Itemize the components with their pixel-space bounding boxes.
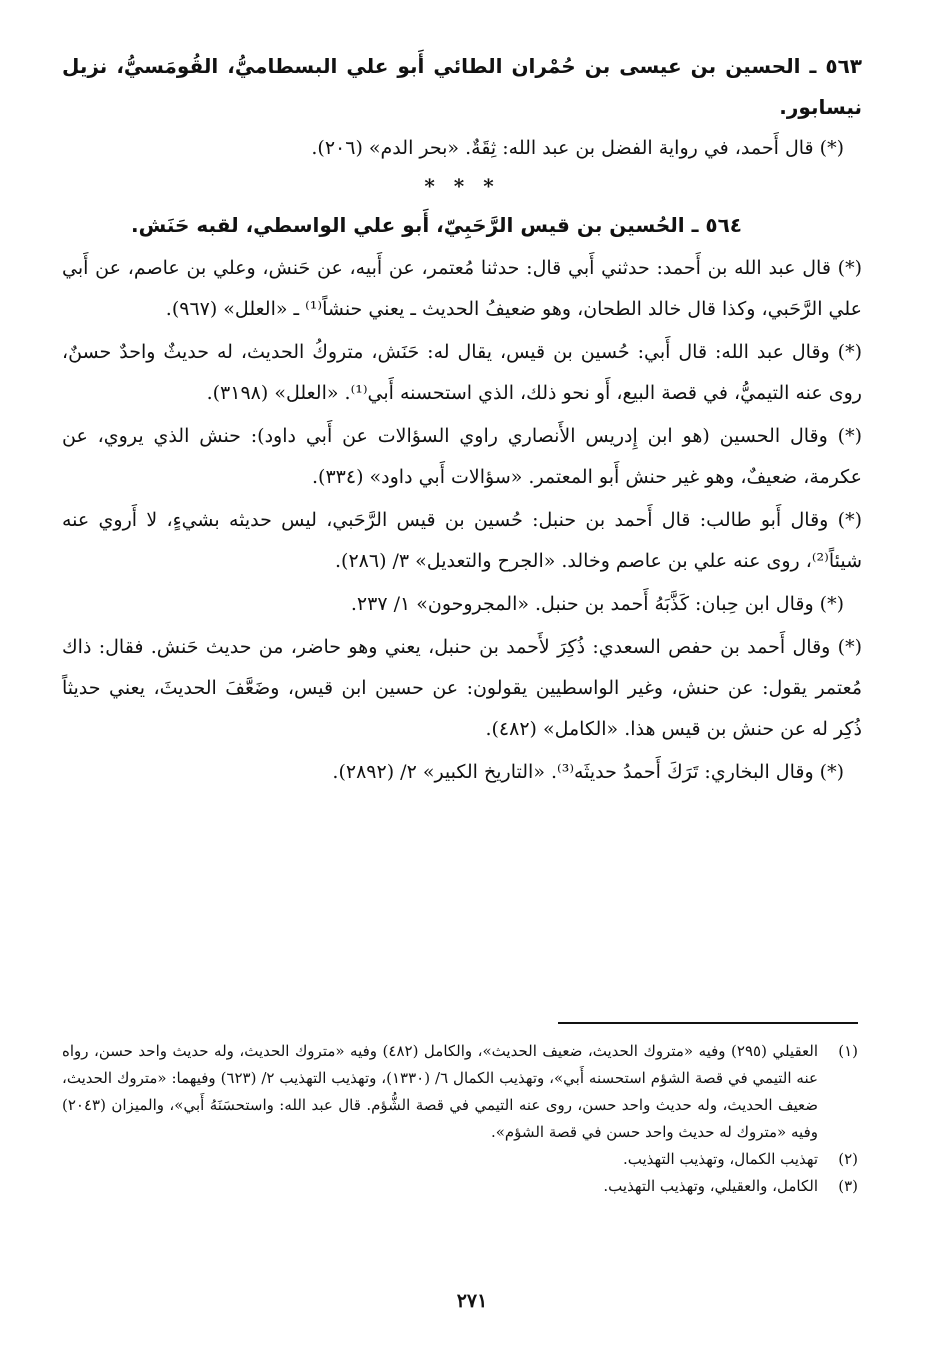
entry-564-paragraph: (*) وقال عبد الله: قال أَبي: حُسين بن قيس، يقال له: حَنَش، متروكُ الحديث، له حديثٌ واحدٌ حسنٌ، روى عنه التيميُّ، في قصة البيع، أَو نحو ذلك، الذي استحسنه أَبي⁽¹⁾. «العلل» (٣١٩٨). — [62, 341, 862, 404]
footnote-number: (٣) — [838, 1177, 858, 1195]
entry-564-paragraph: (*) وقال أَحمد بن حفص السعدي: ذُكِرَ لأَحمد بن حنبل، يعني وهو حاضر، من حديث حَنش. فقال: ذاك مُعتمر يقول: عن حنش، وغير الواسطيين يقولون: عن حسين ابن قيس، وضَعَّفَ الحديثَ، يعني حديثاً ذُكِر له عن حنش بن قيس هذا. «الكامل» (٤٨٢). — [62, 636, 862, 740]
main-text — [62, 46, 862, 795]
entry-heading-564: ٥٦٤ ـ الحُسين بن قيس الرَّحَبِيّ، أَبو علي الواسطي، لقبه حَنَش. — [131, 213, 742, 237]
footnote-item — [62, 1146, 858, 1173]
entry-564-paragraph: (*) وقال البخاري: تَرَكَ أَحمدُ حديثَه⁽³⁾. «التاريخ الكبير» ٢/ (٢٨٩٢). — [332, 761, 844, 783]
entry-564-paragraph: (*) وقال ابن حِبان: كَذَّبَهُ أَحمد بن حنبل. «المجروحون» ١/ ٢٣٧. — [350, 593, 844, 615]
entry-564-paragraph: (*) وقال الحسين (هو ابن إِدريس الأَنصاري راوي السؤالات عن أَبي داود): حنش الذي يروي، عن عكرمة، ضعيفٌ، وهو غير حنش أَبو المعتمر. «سؤالات أَبي داود» (٣٣٤). — [62, 425, 862, 488]
footnote-text: تهذيب الكمال، وتهذيب التهذيب. — [622, 1150, 818, 1168]
entry-564-paragraph: (*) قال عبد الله بن أَحمد: حدثني أَبي قال: حدثنا مُعتمر، عن أَبيه، عن حَنش، وعلي بن عاصم، عن أَبي علي الرَّحَبي، وكذا قال خالد الطحان، وهو ضعيفُ الحديث ـ يعني حنشاً⁽¹⁾ ـ «العلل» (٩٦٧). — [62, 257, 862, 320]
footnote-item — [62, 1173, 858, 1200]
footnotes — [62, 1022, 858, 1200]
footnote-number: (٢) — [838, 1150, 858, 1168]
footnote-text: الكامل، والعقيلي، وتهذيب التهذيب. — [603, 1177, 818, 1195]
footnote-number: (١) — [838, 1042, 858, 1060]
section-separator: * * * — [424, 174, 500, 198]
footnote-item — [62, 1038, 858, 1146]
footnote-text: العقيلي (٢٩٥) وفيه «متروك الحديث، ضعيف الحديث»، والكامل (٤٨٢) وفيه «متروك الحديث، وله حديث واحد حسن، رواه عنه التيمي في قصة الشؤم استحسنه أَبي»، وتهذيب الكمال ٦/ (١٣٣٠)، وتهذيب التهذيب ٢/ (٦٢٣) وفيهما: «متروك الحديث، ضعيف الحديث، وله حديث واحد حسن، روى عنه التيمي في قصة الشُّؤم. قال عبد الله: واستحسَنَهُ أَبي»، والميزان (٢٠٤٣) وفيه «متروك له حديث واحد حسن في قصة الشؤم». — [62, 1042, 819, 1141]
footnote-divider — [558, 1022, 858, 1024]
page-number: ٢٧١ — [456, 1290, 488, 1312]
entry-564-paragraph: (*) وقال أَبو طالب: قال أَحمد بن حنبل: حُسين بن قيس الرَّحَبي، ليس حديثه بشيءٍ، لا أَروي عنه شيئاً⁽²⁾، روى عنه علي بن عاصم وخالد. «الجرح والتعديل» ٣/ (٢٨٦). — [62, 509, 862, 572]
entry-563-paragraph: (*) قال أَحمد، في رواية الفضل بن عبد الله: ثِقَةٌ. «بحر الدم» (٢٠٦). — [311, 137, 844, 159]
entry-heading-563: ٥٦٣ ـ الحسين بن عيسى بن حُمْران الطائي أَبو علي البسطاميُّ، القُومَسيُّ، نزيل نيسابور. — [62, 54, 862, 119]
